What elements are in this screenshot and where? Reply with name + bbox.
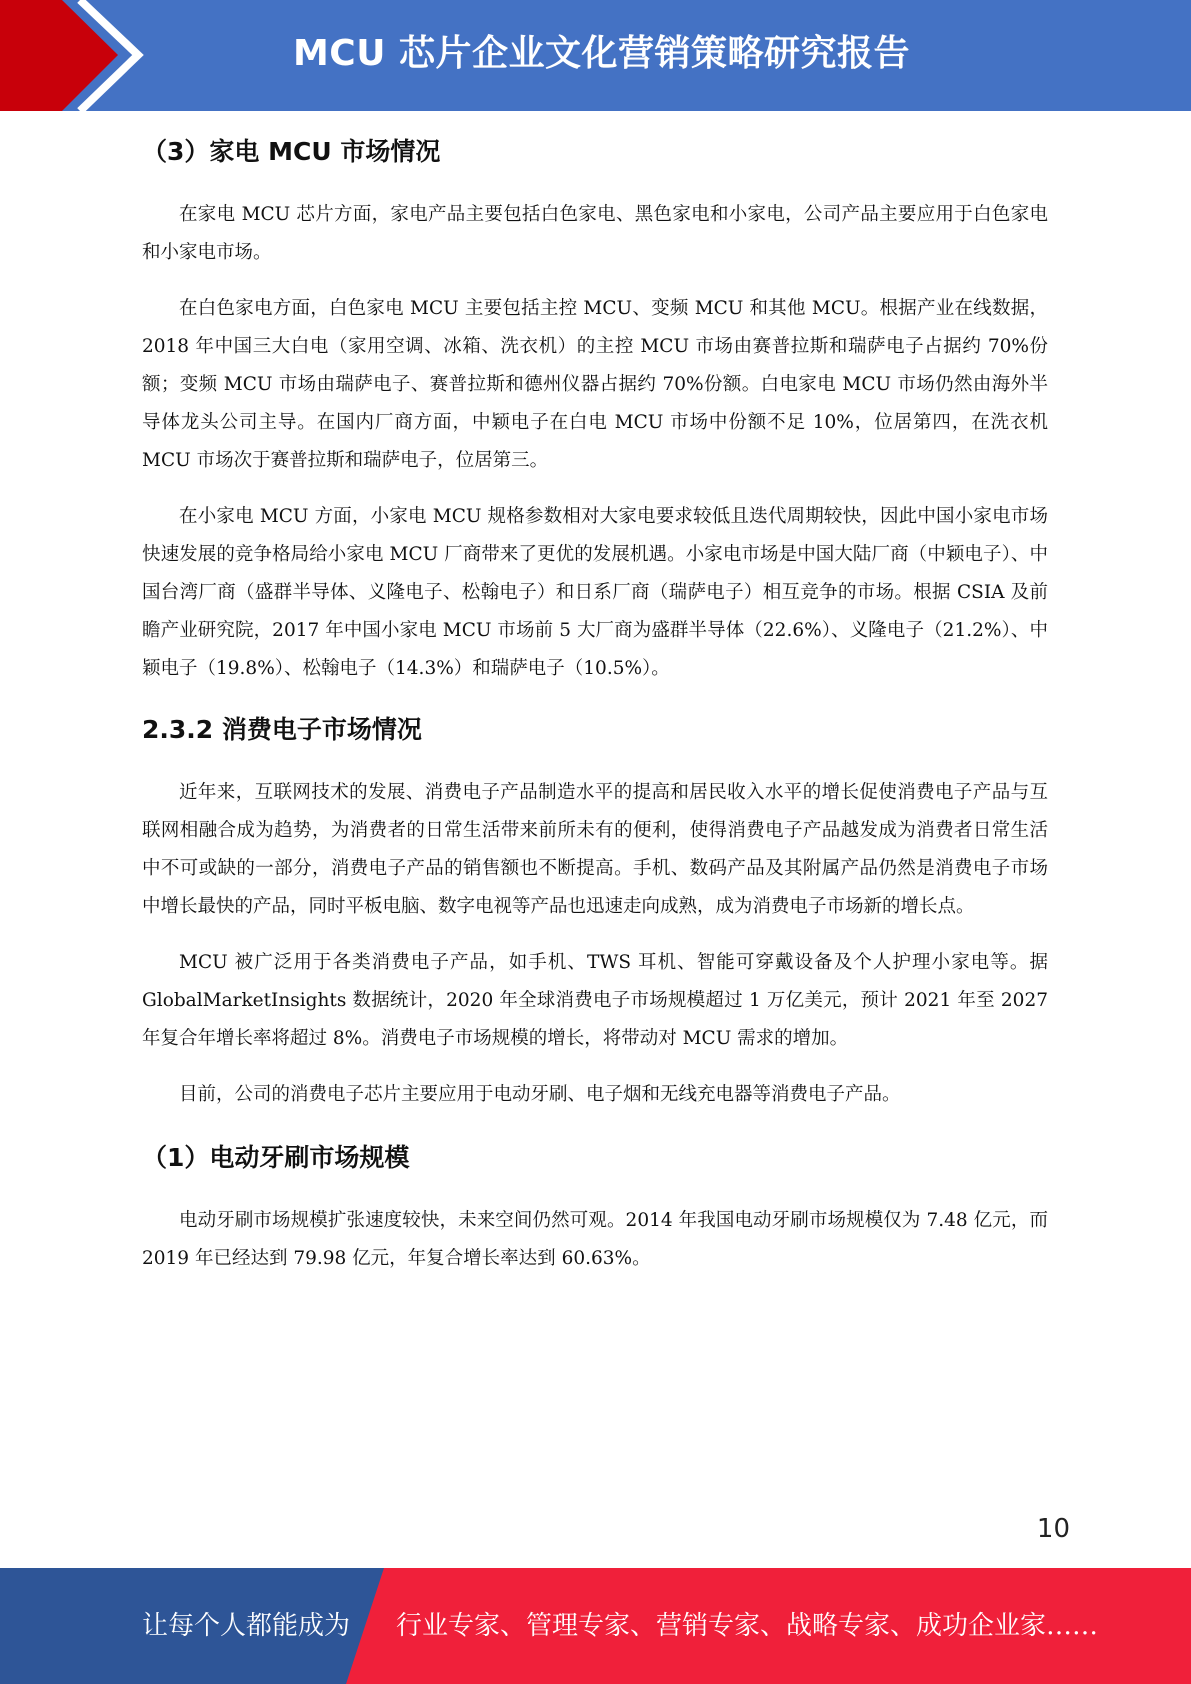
paragraph: 近年来，互联网技术的发展、消费电子产品制造水平的提高和居民收入水平的增长促使消费电子产品与互联网相融合成为趋势，为消费者的日常生活带来前所未有的便利，使得消费电子产品越发成为消费者日常生活中不可或缺的一部分，消费电子产品的销售额也不断提高。手机、数码产品及其附属产品仍然是消费电子市场中增长最快的产品，同时平板电脑、数字电视等产品也迅速走向成熟，成为消费电子市场新的增长点。 <box>142 782 1048 917</box>
section-heading-consumer-electronics: 2.3.2 消费电子市场情况 <box>142 715 422 744</box>
paragraph: MCU 被广泛用于各类消费电子产品，如手机、TWS 耳机、智能可穿戴设备及个人护理小家电等。据 GlobalMarketInsights 数据统计，2020 年全球消费电子市场规模超过 1 万亿美元，预计 2021 年至 2027 年复合年增长率将超过 8%。消费电子市场规模的增长，将带动对 MCU 需求的增加。 <box>142 952 1048 1049</box>
paragraph: 在白色家电方面，白色家电 MCU 主要包括主控 MCU、变频 MCU 和其他 MCU。根据产业在线数据，2018 年中国三大白电（家用空调、冰箱、洗衣机）的主控 MCU 市场由赛普拉斯和瑞萨电子占据约 70%份额；变频 MCU 市场由瑞萨电子、赛普拉斯和德州仪器占据约 70%份额。白电家电 MCU 市场仍然由海外半导体龙头公司主导。在国内厂商方面，中颖电子在白电 MCU 市场中份额不足 10%，位居第四，在洗衣机 MCU 市场次于赛普拉斯和瑞萨电子，位居第三。 <box>142 298 1048 471</box>
document-body <box>142 128 1048 1278</box>
section-heading-appliance-mcu: （3）家电 MCU 市场情况 <box>142 137 441 166</box>
paragraph: 目前，公司的消费电子芯片主要应用于电动牙刷、电子烟和无线充电器等消费电子产品。 <box>179 1084 901 1105</box>
page-footer <box>0 1568 1191 1684</box>
section-heading-electric-toothbrush: （1）电动牙刷市场规模 <box>142 1143 410 1172</box>
page-header <box>0 0 1191 111</box>
page-number: 10 <box>1036 1514 1070 1544</box>
paragraph: 在小家电 MCU 方面，小家电 MCU 规格参数相对大家电要求较低且迭代周期较快，因此中国小家电市场快速发展的竞争格局给小家电 MCU 厂商带来了更优的发展机遇。小家电市场是中国大陆厂商（中颖电子）、中国台湾厂商（盛群半导体、义隆电子、松翰电子）和日系厂商（瑞萨电子）相互竞争的市场。根据 CSIA 及前瞻产业研究院，2017 年中国小家电 MCU 市场前 5 大厂商为盛群半导体（22.6%）、义隆电子（21.2%）、中颖电子（19.8%）、松翰电子（14.3%）和瑞萨电子（10.5%）。 <box>142 506 1048 679</box>
footer-slogan-left: 让每个人都能成为 <box>142 1611 351 1641</box>
paragraph: 在家电 MCU 芯片方面，家电产品主要包括白色家电、黑色家电和小家电，公司产品主要应用于白色家电和小家电市场。 <box>142 204 1048 263</box>
document-title: MCU 芯片企业文化营销策略研究报告 <box>292 33 910 74</box>
footer-slogan-right: 行业专家、管理专家、营销专家、战略专家、成功企业家…… <box>396 1611 1099 1641</box>
paragraph: 电动牙刷市场规模扩张速度较快，未来空间仍然可观。2014 年我国电动牙刷市场规模仅为 7.48 亿元，而 2019 年已经达到 79.98 亿元，年复合增长率达到 60.63%。 <box>142 1210 1048 1269</box>
